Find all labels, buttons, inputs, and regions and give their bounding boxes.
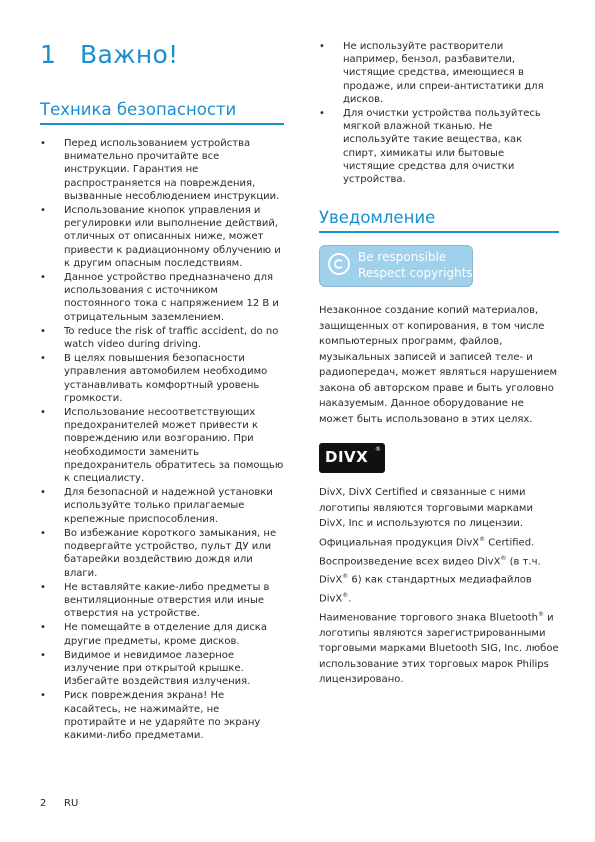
- page-number: 2: [40, 798, 47, 809]
- safety-item: • Использование несоответствующих предохранителей может привести к повреждению или возгоранию. При необходимости заменить предохранитель обратитесь за помощью к специалисту.: [40, 406, 284, 485]
- divx-text-2b: Certified. Воспроизведение всех видео DivX: [319, 537, 535, 567]
- reg-mark: ®: [342, 592, 349, 600]
- chapter-title: Важно!: [80, 40, 179, 69]
- safety-item: • Во избежание короткого замыкания, не подвергайте устройство, пульт ДУ или батарейки воздействию дождя или влаги.: [40, 527, 284, 580]
- safety-item: • Видимое и невидимое лазерное излучение при открытой крышке. Избегайте воздействия излучения.: [40, 649, 284, 689]
- safety-item: • Перед использованием устройства внимательно прочитайте все инструкции. Гарантия не распространяется на повреждения, вызванные несоблюдением инструкции.: [40, 137, 284, 203]
- copyright-text: Незаконное создание копий материалов, защищенных от копирования, в том числе компьютерных программ, файлов, музыкальных записей и записей теле- и радиопередач, может являться нарушением закона об авторском праве и быть уголовно наказуемым. Данное оборудование не может быть использовано в этих целях.: [319, 305, 558, 425]
- divx-text-2e: .: [348, 593, 352, 605]
- divx-logo: [319, 443, 385, 473]
- safety-item: • Не помещайте в отделение для диска другие предметы, кроме дисков.: [40, 621, 284, 647]
- divx-paragraph: [319, 485, 559, 607]
- divx-text-2d: 6) как стандартных медиафайлов DivX: [319, 574, 532, 605]
- reg-mark: ®: [342, 573, 349, 581]
- safety-item: • Данное устройство предназначено для использования с источником постоянного тока с напряжением 12 В и отрицательным заземлением.: [40, 271, 284, 324]
- safety-item: • Для безопасной и надежной установки используйте только прилагаемые крепежные приспособления.: [40, 486, 284, 526]
- safety-item: • To reduce the risk of traffic accident, do no watch video during driving.: [40, 325, 284, 351]
- safety-item: • Использование кнопок управления и регулировки или выполнение действий, отличных от описанных ниже, может привести к радиационному облучению и к другим опасным последствиям.: [40, 204, 284, 270]
- divx-logo-mark: ®: [375, 446, 381, 454]
- left-column: [40, 100, 284, 743]
- right-column: [319, 40, 559, 688]
- language-code: RU: [64, 798, 79, 809]
- chapter-heading: [40, 40, 178, 69]
- reg-mark: ®: [500, 554, 507, 562]
- safety-item: • Для очистки устройства пользуйтесь мягкой влажной тканью. Не используйте такие вещества, как спирт, химикаты или бытовые чистящие средства для очистки устройства.: [319, 107, 559, 186]
- bluetooth-text-a: Наименование торгового знака Bluetooth: [319, 612, 538, 624]
- safety-item: • Риск повреждения экрана! Не касайтесь, не нажимайте, не протирайте и не ударяйте по экрану какими-либо предметами.: [40, 689, 284, 742]
- divx-text-2a: Официальная продукция DivX: [319, 537, 480, 549]
- copyright-badge: [319, 245, 473, 287]
- safety-item: • В целях повышения безопасности управления автомобилем необходимо устанавливать комфортный уровень громкости.: [40, 352, 284, 405]
- chapter-number: 1: [40, 40, 57, 69]
- safety-list: [40, 137, 284, 742]
- badge-line-2: Respect copyrights: [358, 266, 473, 281]
- reg-mark: ®: [479, 535, 486, 543]
- divx-text-1: DivX, DivX Certified и связанные с ними логотипы являются торговыми марками DivX, Inc и используются по лицензии.: [319, 487, 533, 530]
- bluetooth-text-b: и логотипы являются зарегистрированными торговыми марками Bluetooth SIG, Inc. любое использование этих торговых марок Philips лицензировано.: [319, 612, 559, 686]
- divx-text-2c: (в т.ч. DivX: [319, 555, 541, 586]
- reg-mark: ®: [538, 611, 544, 619]
- safety-item: • Не используйте растворители например, бензол, разбавители, чистящие средства, имеющиеся в продаже, или спреи-антистатики для дисков.: [319, 40, 559, 106]
- page-footer: [40, 798, 78, 809]
- copyright-icon: [328, 253, 350, 275]
- safety-section-title: Техника безопасности: [40, 100, 284, 125]
- safety-item: • Не вставляйте какие-либо предметы в вентиляционные отверстия или иные отверстия на устройстве.: [40, 581, 284, 621]
- badge-line-1: Be responsible: [358, 250, 447, 265]
- notice-section-title: Уведомление: [319, 208, 559, 233]
- divx-logo-text: DIVX: [325, 448, 369, 467]
- safety-list-continued: [319, 40, 559, 186]
- bluetooth-paragraph: [319, 607, 559, 688]
